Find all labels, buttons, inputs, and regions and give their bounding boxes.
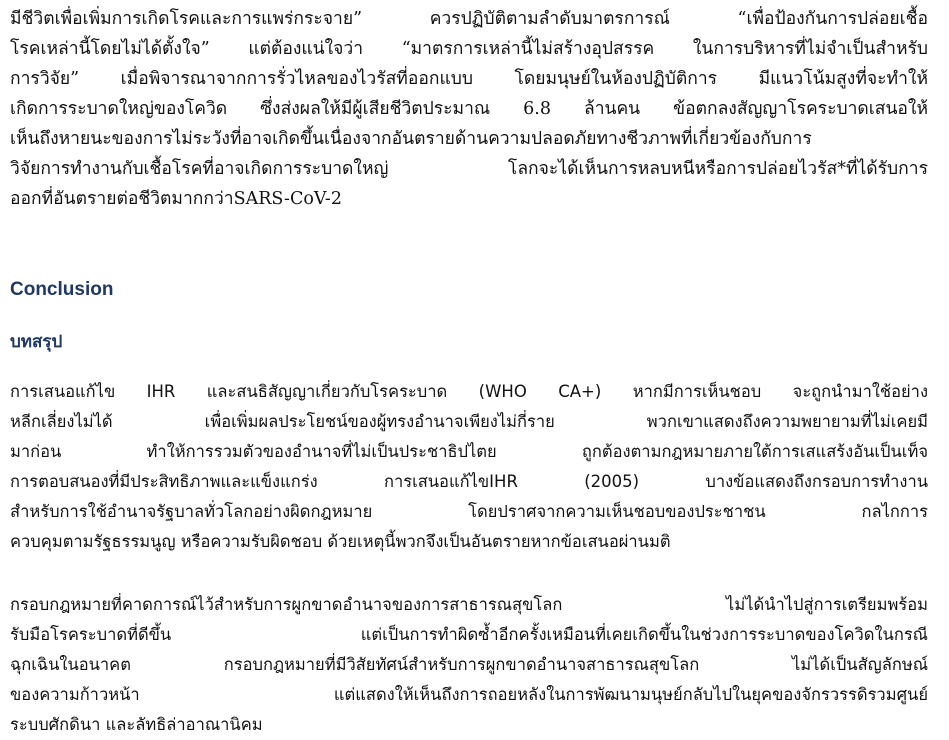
paragraph-ihr-amendments	[10, 377, 928, 557]
text-line: วิจัยการทำงานกับเชื้อโรคที่อาจเกิดการระบาดใหญ่ โลกจะได้เห็นการหลบหนีหรือการปล่อยไวรัส*ที่ได้รับการ	[10, 159, 928, 179]
text-line: รับมือโรคระบาดที่ดีขึ้น แต่เป็นการทำผิดซ้ำอีกครั้งเหมือนที่เคยเกิดขึ้นในช่วงการระบาดของโควิดในกรณี	[10, 625, 928, 644]
text-line: สำหรับการใช้อำนาจรัฐบาลทั่วโลกอย่างผิดกฎหมาย โดยปราศจากความเห็นชอบของประชาชน กลไกการ	[10, 502, 928, 521]
text-line: หลีกเลี่ยงไม่ได้ เพื่อเพิ่มผลประโยชน์ของผู้ทรงอำนาจเพียงไม่กี่ราย พวกเขาแสดงถึงความพยายามที่ไม่เคยมี	[10, 412, 928, 431]
text-line: เห็นถึงหายนะของการไม่ระวังที่อาจเกิดขึ้นเนื่องจากอันตรายด้านความปลอดภัยทางชีวภาพที่เกี่ยวข้องกับการ	[10, 129, 812, 149]
text-line: การตอบสนองที่มีประสิทธิภาพและแข็งแกร่ง การเสนอแก้ไขIHR (2005) บางข้อแสดงถึงกรอบการทำงาน	[10, 472, 928, 491]
text-line: ระบบศักดินา และลัทธิล่าอาณานิคม	[10, 715, 263, 734]
text-line: ควบคุมตามรัฐธรรมนูญ หรือความรับผิดชอบ ด้วยเหตุนี้พวกจึงเป็นอันตรายหากข้อเสนอผ่านมติ	[10, 532, 671, 551]
text-line: มีชีวิตเพื่อเพิ่มการเกิดโรคและการแพร่กระจาย” ควรปฏิบัติตามลำดับมาตรการณ์ “เพื่อป้องกันการปล่อยเชื้อ	[10, 9, 928, 29]
text-line: เกิดการระบาดใหญ่ของโควิด ซึ่งส่งผลให้มีผู้เสียชีวิตประมาณ 6.8 ล้านคน ข้อตกลงสัญญาโรคระบาดเสนอให้	[10, 99, 928, 119]
text-line: ฉุกเฉินในอนาคต กรอบกฎหมายที่มีวิสัยทัศน์สำหรับการผูกขาดอำนาจสาธารณสุขโลก ไม่ได้เป็นสัญลักษณ์	[10, 655, 928, 674]
paragraph-lab-leak	[10, 4, 928, 214]
paragraph-legal-framework	[10, 590, 928, 740]
text-line: กรอบกฎหมายที่คาดการณ์ไว้สำหรับการผูกขาดอำนาจของการสาธารณสุขโลก ไม่ได้นำไปสู่การเตรียมพร้อม	[10, 595, 928, 614]
text-line: ของความก้าวหน้า แต่แสดงให้เห็นถึงการถอยหลังในการพัฒนามนุษย์กลับไปในยุคของจักรวรรดิรวมศูนย์	[10, 685, 928, 704]
heading-conclusion: Conclusion	[10, 279, 114, 300]
text-line: มาก่อน ทำให้การรวมตัวของอำนาจที่ไม่เป็นประชาธิปไตย ถูกต้องตามกฎหมายภายใต้การเสแสร้งอันเป็นเท็จ	[10, 442, 928, 461]
text-line: ออกที่อันตรายต่อชีวิตมากกว่าSARS-CoV-2	[10, 189, 342, 209]
text-line: การวิจัย” เมื่อพิจารณาจากการรั่วไหลของไวรัสที่ออกแบบ โดยมนุษย์ในห้องปฏิบัติการ มีแนวโน้มสูงที่จะทำให้	[10, 69, 928, 89]
heading-conclusion-thai: บทสรุป	[10, 332, 63, 352]
text-line: การเสนอแก้ไข IHR และสนธิสัญญาเกี่ยวกับโรคระบาด (WHO CA+) หากมีการเห็นชอบ จะถูกนำมาใช้อย่าง	[10, 382, 928, 401]
text-line: โรคเหล่านี้โดยไม่ได้ตั้งใจ” แต่ต้องแน่ใจว่า “มาตรการเหล่านี้ไม่สร้างอุปสรรค ในการบริหารที่ไม่จำเป็นสำหรับ	[10, 39, 928, 59]
